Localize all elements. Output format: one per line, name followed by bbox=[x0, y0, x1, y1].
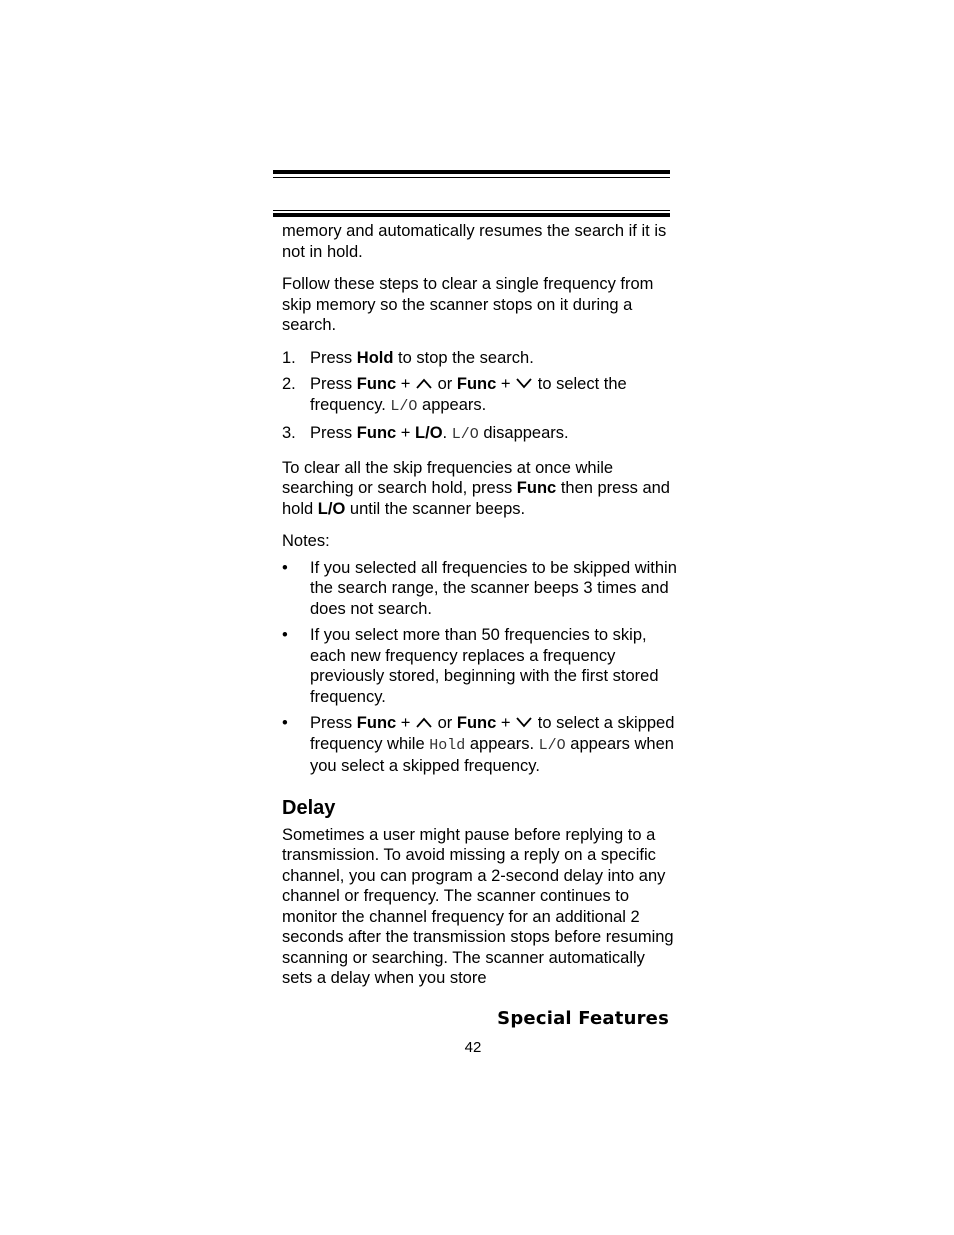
bullet: • bbox=[282, 558, 288, 577]
footer-section-title: Special Features bbox=[497, 1008, 669, 1029]
header-rule-thick-lower bbox=[273, 213, 670, 217]
key-func: Func bbox=[516, 479, 557, 497]
bullet: • bbox=[282, 626, 288, 644]
key-hold: Hold bbox=[356, 348, 394, 367]
up-arrow-icon bbox=[415, 715, 433, 729]
notes-label: Notes: bbox=[282, 532, 330, 550]
display-lo: L/O bbox=[390, 397, 418, 415]
page-number: 42 bbox=[464, 1039, 482, 1056]
key-func: Func bbox=[356, 375, 397, 393]
step-3: 3. Press Func + L/O. L/O disappears. bbox=[282, 424, 569, 443]
down-arrow-icon bbox=[515, 376, 533, 390]
section-heading-delay: Delay bbox=[282, 796, 336, 819]
up-arrow-icon bbox=[415, 376, 433, 390]
step-number: 2. bbox=[282, 375, 296, 393]
header-rule-thick bbox=[273, 170, 670, 174]
key-lo: L/O bbox=[415, 424, 443, 442]
down-arrow-icon bbox=[515, 715, 533, 729]
header-rule-thin-lower bbox=[273, 210, 670, 211]
display-lo: L/O bbox=[451, 426, 479, 443]
page-body bbox=[282, 221, 678, 989]
note-1: • If you selected all frequencies to be skipped within the search range, the scanner beeps 3 times and does not search. bbox=[282, 558, 677, 618]
display-lo: L/O bbox=[538, 736, 566, 754]
step-2: 2. Press Func + or Func + to select the frequency. L/O appears. bbox=[282, 375, 627, 415]
paragraph-continued: memory and automatically resumes the search if it is not in hold. bbox=[282, 222, 667, 261]
header-rule-thin bbox=[273, 177, 670, 178]
bullet: • bbox=[282, 714, 288, 732]
key-func: Func bbox=[456, 714, 497, 732]
paragraph-delay: Sometimes a user might pause before replying to a transmission. To avoid missing a reply on a specific channel, you can program a 2-second delay into any channel or frequency. The scanner continues to monitor the channel frequency for an additional 2 seconds after the transmission stops before resuming scanning or searching. The scanner automatically sets a delay when you store bbox=[282, 825, 674, 987]
paragraph-intro-steps: Follow these steps to clear a single frequency from skip memory so the scanner stops on it during a search. bbox=[282, 275, 654, 334]
step-number: 3. bbox=[282, 424, 296, 442]
note-3: • Press Func + or Func + to select a skipped frequency while Hold appears. L/O appears when you select a skipped frequency. bbox=[282, 714, 675, 775]
key-lo: L/O bbox=[317, 499, 346, 518]
key-func: Func bbox=[356, 714, 397, 732]
step-1: 1. Press Hold to stop the search. bbox=[282, 348, 534, 367]
display-hold: Hold bbox=[429, 736, 466, 754]
key-func: Func bbox=[456, 375, 497, 393]
key-func: Func bbox=[356, 424, 397, 442]
step-number: 1. bbox=[282, 348, 296, 367]
note-2: • If you select more than 50 frequencies to skip, each new frequency replaces a frequency previously stored, beginning with the first stored frequency. bbox=[282, 626, 659, 706]
paragraph-clear-all: To clear all the skip frequencies at once while searching or search hold, press Func then press and hold L/O until the scanner beeps. bbox=[282, 458, 670, 518]
